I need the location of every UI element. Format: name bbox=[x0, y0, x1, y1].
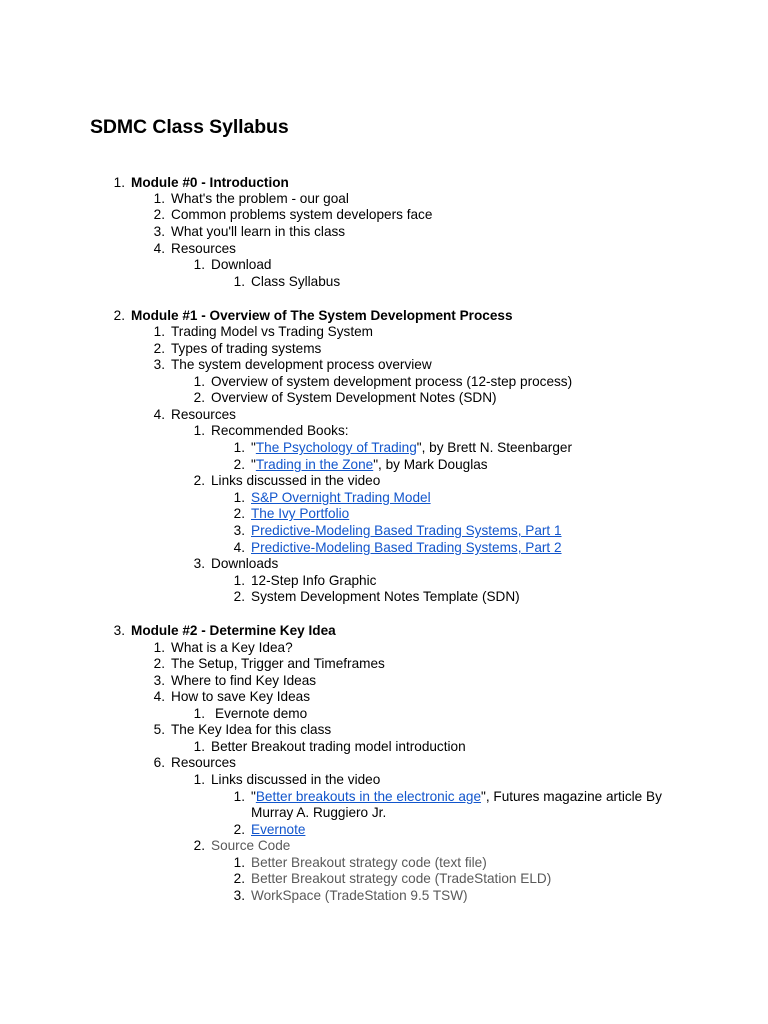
link-ivy-portfolio[interactable]: The Ivy Portfolio bbox=[251, 506, 350, 521]
list-item: 1. S&P Overnight Trading Model bbox=[233, 490, 431, 505]
list-item: 1. Download bbox=[193, 257, 272, 272]
list-item: 3. Where to find Key Ideas bbox=[153, 673, 317, 688]
module-1-heading: 2. Module #1 - Overview of The System Development Process bbox=[113, 308, 513, 323]
module-2-heading: 3. Module #2 - Determine Key Idea bbox=[113, 623, 336, 638]
list-item: 2. Types of trading systems bbox=[153, 341, 322, 356]
list-item: 1. "Better breakouts in the electronic age", Futures magazine article By Murray A. Ruggiero Jr. bbox=[233, 789, 662, 820]
list-item: 2. Common problems system developers face bbox=[153, 207, 433, 222]
list-item: 1. Recommended Books: bbox=[193, 423, 349, 438]
list-item: 1. What is a Key Idea? bbox=[153, 640, 293, 655]
book-link-trading-in-the-zone[interactable]: Trading in the Zone bbox=[255, 457, 374, 472]
list-item: 3. Downloads bbox=[193, 556, 279, 571]
link-predictive-modeling-part-2[interactable]: Predictive-Modeling Based Trading Systems, Part 2 bbox=[251, 540, 562, 555]
list-item: 1. Overview of system development process (12-step process) bbox=[193, 374, 573, 389]
list-item: 1. "The Psychology of Trading", by Brett N. Steenbarger bbox=[233, 440, 572, 455]
list-item: 1. Evernote demo bbox=[193, 706, 308, 721]
page-title: SDMC Class Syllabus bbox=[90, 116, 289, 138]
list-item: 2. Links discussed in the video bbox=[193, 473, 381, 488]
list-item: 5. The Key Idea for this class bbox=[153, 722, 332, 737]
list-item: 2. Evernote bbox=[233, 822, 306, 837]
list-item: 1. What's the problem - our goal bbox=[153, 191, 349, 206]
list-item: 1. 12-Step Info Graphic bbox=[233, 573, 377, 588]
list-item: 3. The system development process overview bbox=[153, 357, 432, 372]
list-item: 3. What you'll learn in this class bbox=[153, 224, 346, 239]
list-item: 4. Resources bbox=[153, 407, 236, 422]
list-item: 2. The Setup, Trigger and Timeframes bbox=[153, 656, 385, 671]
link-better-breakouts-article[interactable]: Better breakouts in the electronic age bbox=[255, 789, 482, 804]
list-item: 1. Better Breakout trading model introduction bbox=[193, 739, 466, 754]
list-item: 3. Predictive-Modeling Based Trading Systems, Part 1 bbox=[233, 523, 562, 538]
list-item: 6. Resources bbox=[153, 755, 236, 770]
list-item: 4. Resources bbox=[153, 241, 236, 256]
book-link-psychology-of-trading[interactable]: The Psychology of Trading bbox=[255, 440, 417, 455]
list-item: 2. Better Breakout strategy code (TradeStation ELD) bbox=[233, 871, 552, 886]
list-item: 2. System Development Notes Template (SDN) bbox=[233, 589, 520, 604]
list-item: 2. The Ivy Portfolio bbox=[233, 506, 350, 521]
link-predictive-modeling-part-1[interactable]: Predictive-Modeling Based Trading Systems, Part 1 bbox=[251, 523, 562, 538]
list-item: 1. Better Breakout strategy code (text file) bbox=[233, 855, 487, 870]
list-item: 2. Overview of System Development Notes (SDN) bbox=[193, 390, 497, 405]
list-item: 3. WorkSpace (TradeStation 9.5 TSW) bbox=[233, 888, 468, 903]
list-item: 4. Predictive-Modeling Based Trading Systems, Part 2 bbox=[233, 540, 562, 555]
list-item: 1. Links discussed in the video bbox=[193, 772, 381, 787]
link-sp-overnight-trading-model[interactable]: S&P Overnight Trading Model bbox=[251, 490, 431, 505]
list-item: 4. How to save Key Ideas bbox=[153, 689, 311, 704]
module-0-heading: 1. Module #0 - Introduction bbox=[113, 175, 289, 190]
link-evernote[interactable]: Evernote bbox=[251, 822, 306, 837]
list-item: 2. Source Code bbox=[193, 838, 291, 853]
list-item: 1. Class Syllabus bbox=[233, 274, 341, 289]
list-item: 2. "Trading in the Zone", by Mark Douglas bbox=[233, 457, 488, 472]
list-item: 1. Trading Model vs Trading System bbox=[153, 324, 373, 339]
